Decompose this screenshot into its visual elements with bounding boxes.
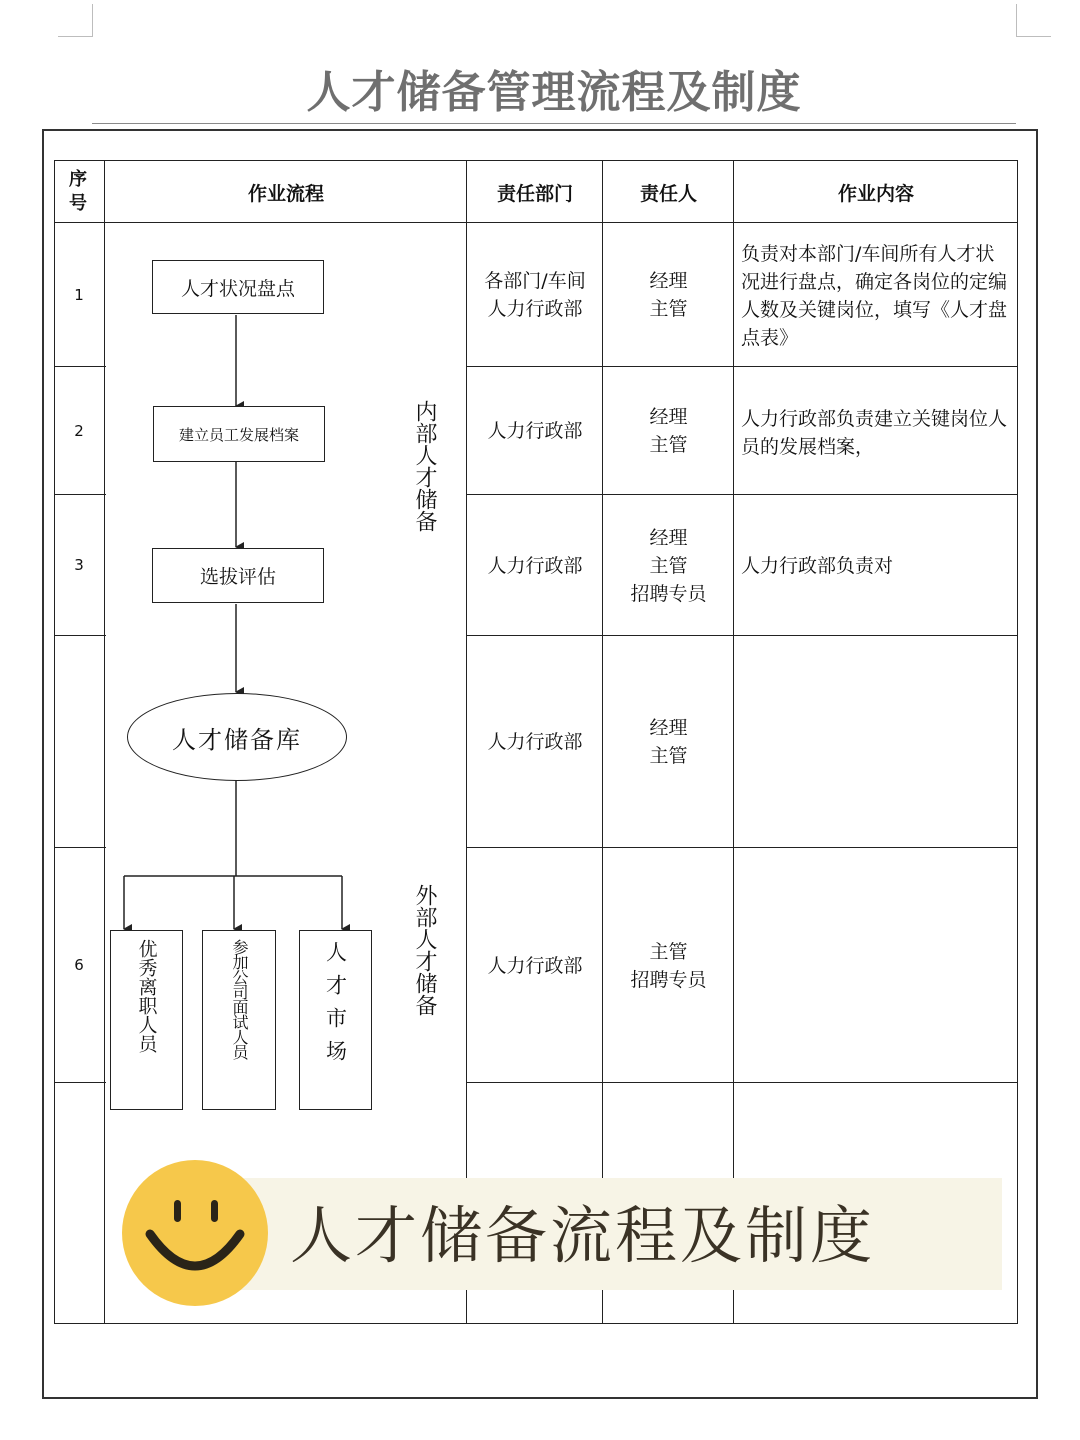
person-cell: 经理 主管 (649, 270, 688, 320)
person-cell: 经理 主管 (649, 406, 688, 456)
header-seq: 序号 (69, 169, 87, 214)
page-title: 人才储备管理流程及制度 (306, 67, 802, 118)
content-cell: 负责对本部门/车间所有人才状况进行盘点，确定各岗位的定编人数及关键岗位，填写《人才盘点表》 (741, 243, 1008, 349)
header-person: 责任人 (639, 182, 697, 205)
dept-cell: 人力行政部 (487, 554, 583, 577)
header-content: 作业内容 (837, 182, 914, 205)
dept-cell: 人力行政部 (487, 420, 583, 442)
content-cell: 人力行政部负责对 (741, 555, 894, 577)
dept-cell: 人力行政部 (487, 954, 583, 977)
source-interviewees (202, 930, 276, 1110)
external-reserve-label: 外部人才储备 (412, 884, 437, 1016)
source-talent-market (299, 930, 372, 1110)
source-label: 参加公司面试人员 (230, 939, 249, 1059)
row-number: 1 (74, 286, 84, 304)
header-dept: 责任部门 (496, 182, 573, 205)
person-cell: 主管 招聘专员 (630, 940, 707, 991)
person-cell: 经理 主管 招聘专员 (630, 526, 707, 605)
internal-reserve-label: 内部人才储备 (412, 400, 437, 532)
smiley-face (122, 1160, 268, 1306)
content-cell: 人力行政部负责建立关键岗位人员的发展档案， (741, 408, 1008, 458)
header-flow: 作业流程 (247, 182, 324, 205)
dept-cell: 人力行政部 (487, 731, 583, 753)
row-number: 6 (74, 956, 84, 974)
banner-title: 人才储备流程及制度 (290, 1199, 876, 1272)
smiley-icon (122, 1160, 268, 1306)
row-number: 2 (74, 422, 84, 440)
row-number: 3 (74, 556, 84, 574)
flow-step-archive: 建立员工发展档案 (153, 406, 325, 462)
flow-step-inventory: 人才状况盘点 (152, 260, 324, 314)
source-label: 优秀离职人员 (135, 939, 158, 1053)
talent-pool-node: 人才储备库 (127, 693, 347, 781)
source-former-employees (110, 930, 183, 1110)
source-label: 人才市场 (323, 941, 348, 1073)
dept-cell: 各部门/车间 人力行政部 (484, 270, 586, 320)
person-cell: 经理 主管 (649, 717, 688, 767)
flow-step-evaluate: 选拔评估 (152, 548, 324, 603)
